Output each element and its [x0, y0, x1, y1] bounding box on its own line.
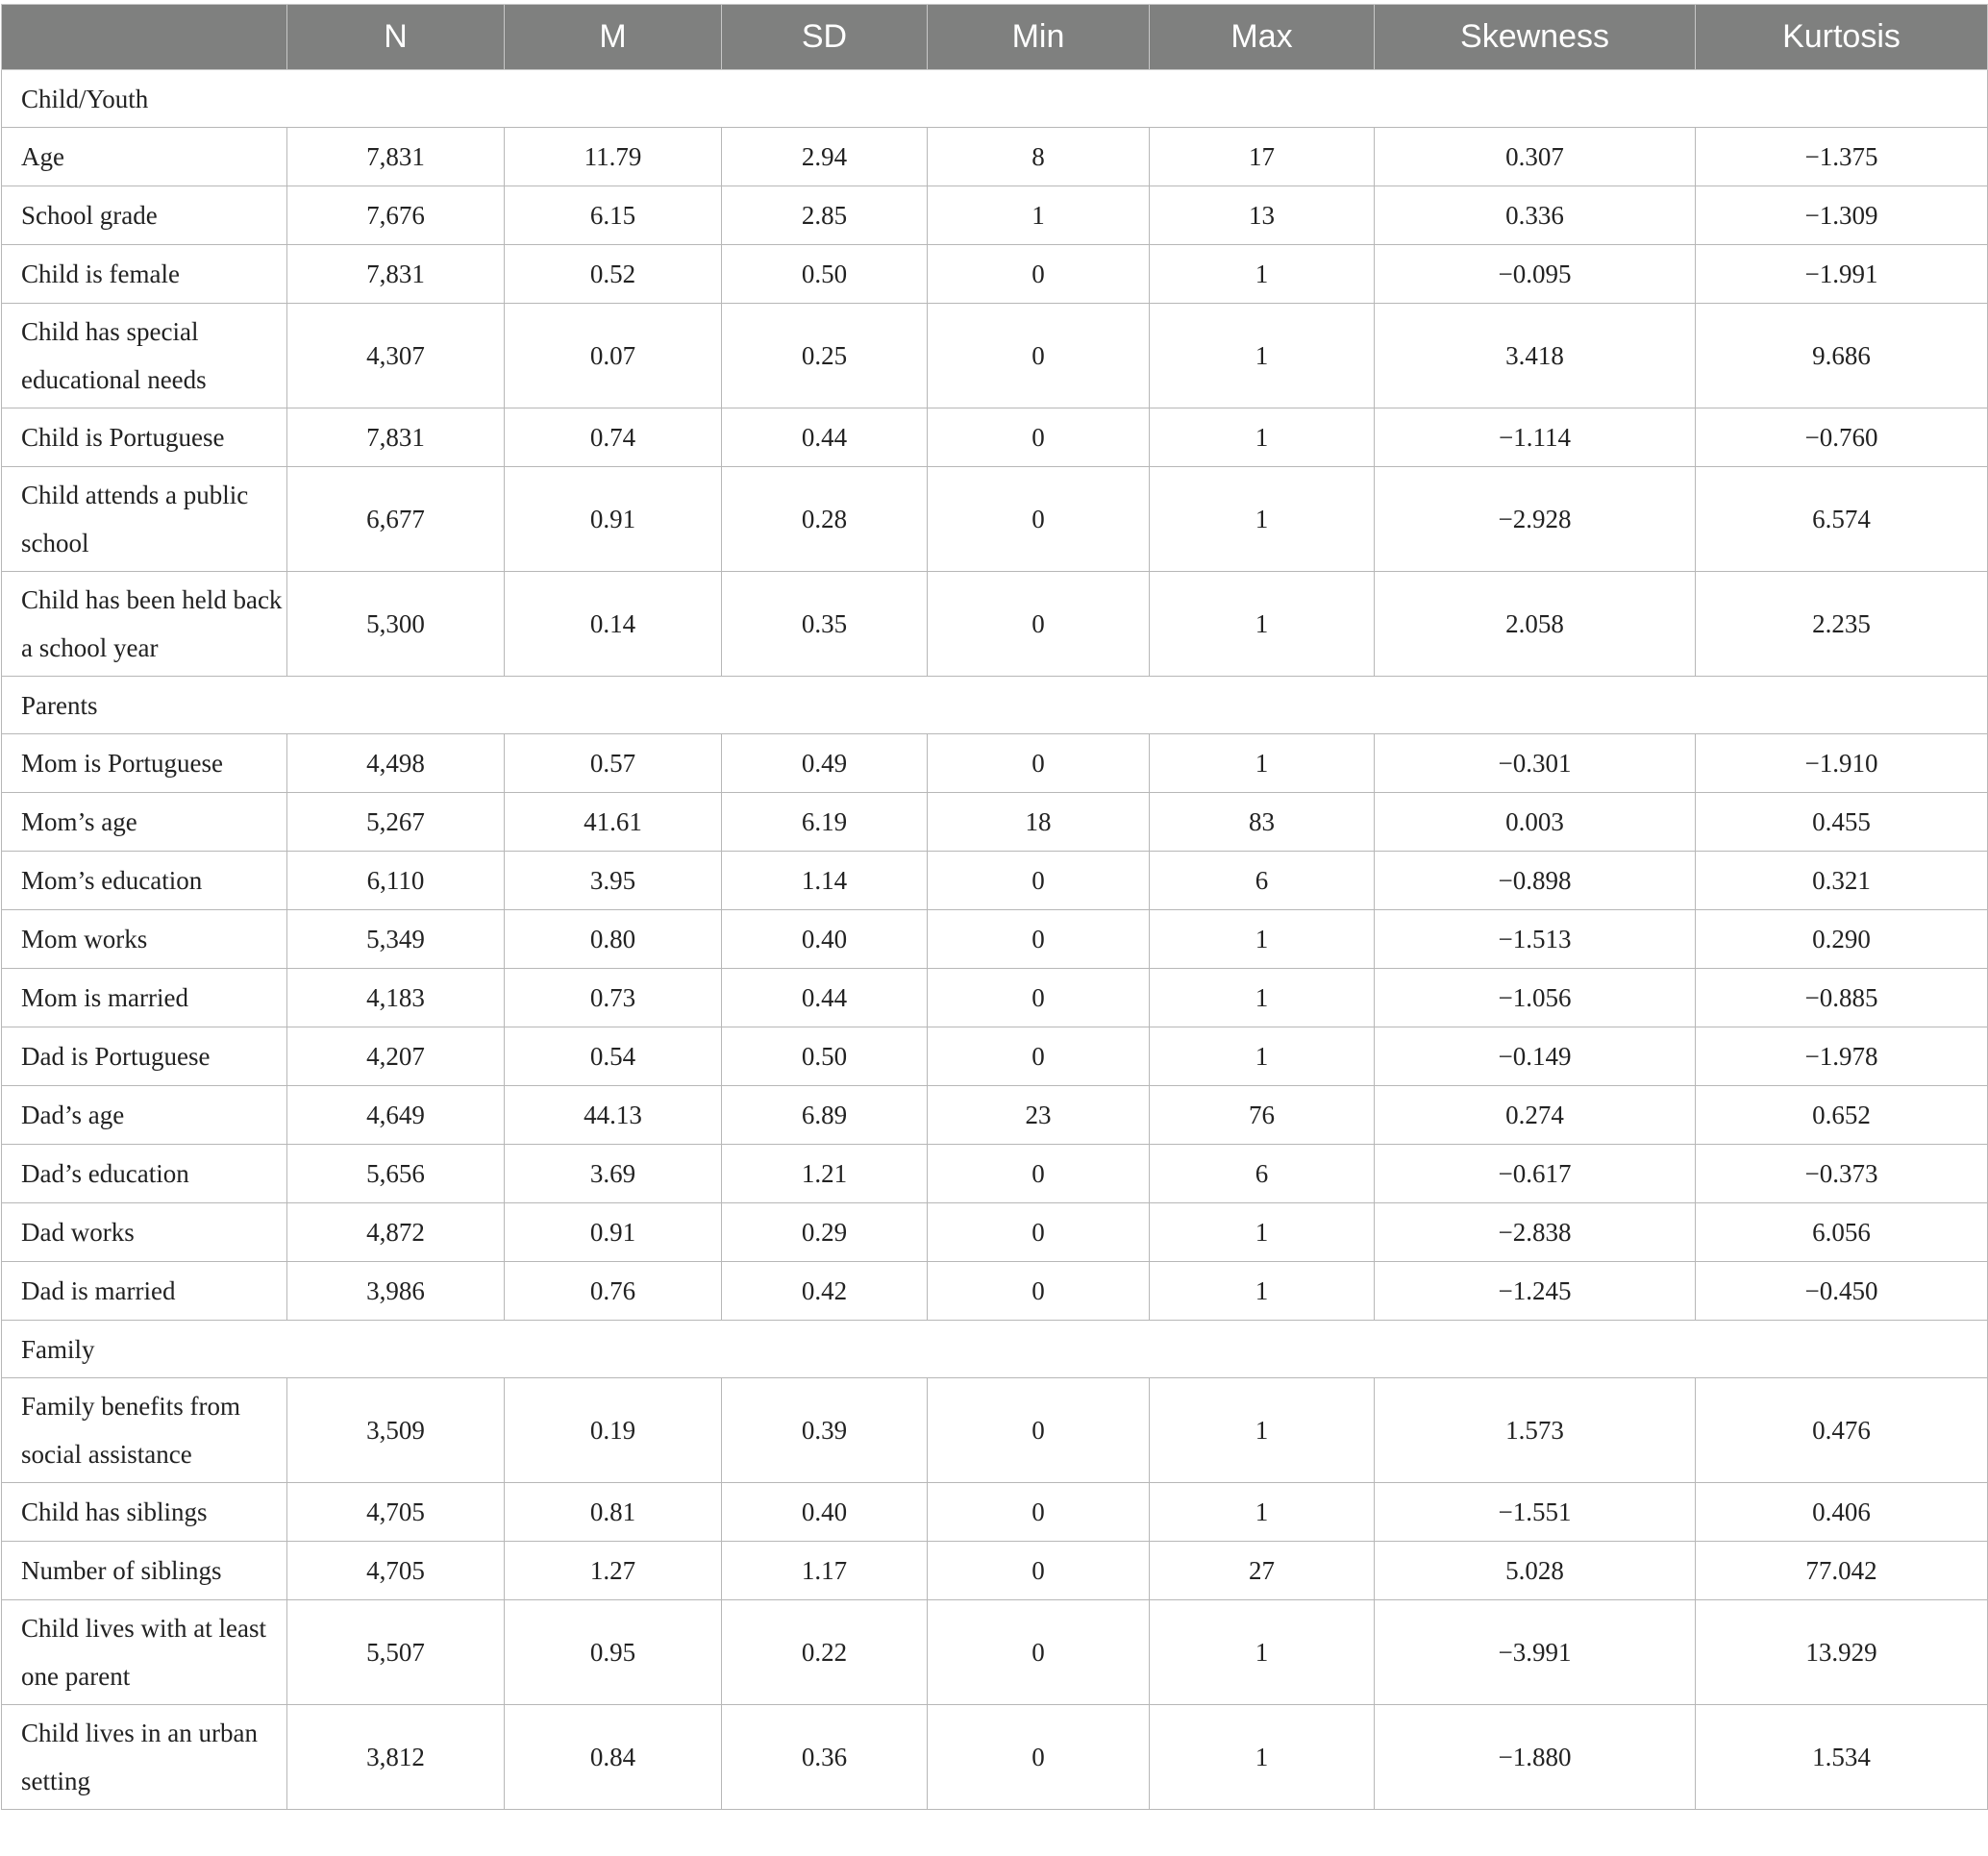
table-row — [2, 408, 1988, 467]
value-cell: 0.91 — [505, 467, 722, 572]
row-label: Dad is married — [2, 1262, 287, 1321]
table-row — [2, 1262, 1988, 1321]
value-cell: 0.22 — [722, 1600, 928, 1705]
value-cell: 1 — [1150, 245, 1375, 304]
table-row — [2, 969, 1988, 1027]
value-cell: 0.336 — [1375, 186, 1696, 245]
value-cell: 0.476 — [1696, 1378, 1988, 1483]
value-cell: 0 — [928, 1378, 1150, 1483]
table-row — [2, 1086, 1988, 1145]
table-row — [2, 1542, 1988, 1600]
row-label: Family benefits from social assistance — [2, 1378, 287, 1483]
header-cell-variable — [2, 5, 287, 70]
value-cell: 3.95 — [505, 852, 722, 910]
value-cell: 0.29 — [722, 1203, 928, 1262]
value-cell: 0.91 — [505, 1203, 722, 1262]
row-label: Child attends a public school — [2, 467, 287, 572]
value-cell: 6.574 — [1696, 467, 1988, 572]
value-cell: −3.991 — [1375, 1600, 1696, 1705]
value-cell: 2.235 — [1696, 572, 1988, 677]
value-cell: 6.19 — [722, 793, 928, 852]
value-cell: 0.95 — [505, 1600, 722, 1705]
header-cell-n: N — [287, 5, 505, 70]
row-label: Dad is Portuguese — [2, 1027, 287, 1086]
value-cell: 27 — [1150, 1542, 1375, 1600]
row-label: Child has been held back a school year — [2, 572, 287, 677]
value-cell: 0.54 — [505, 1027, 722, 1086]
value-cell: 0.19 — [505, 1378, 722, 1483]
value-cell: 0.406 — [1696, 1483, 1988, 1542]
value-cell: 1.17 — [722, 1542, 928, 1600]
value-cell: 4,649 — [287, 1086, 505, 1145]
value-cell: 18 — [928, 793, 1150, 852]
header-row — [2, 5, 1988, 70]
value-cell: 13.929 — [1696, 1600, 1988, 1705]
value-cell: 0.307 — [1375, 128, 1696, 186]
value-cell: 0.42 — [722, 1262, 928, 1321]
value-cell: 0 — [928, 969, 1150, 1027]
header-cell-max: Max — [1150, 5, 1375, 70]
value-cell: 3.418 — [1375, 304, 1696, 408]
value-cell: 1 — [1150, 1262, 1375, 1321]
value-cell: 7,831 — [287, 128, 505, 186]
table-row — [2, 467, 1988, 572]
value-cell: 0 — [928, 304, 1150, 408]
value-cell: 0 — [928, 1542, 1150, 1600]
value-cell: −2.928 — [1375, 467, 1696, 572]
table-header — [2, 5, 1988, 70]
header-cell-kurtosis: Kurtosis — [1696, 5, 1988, 70]
value-cell: 0 — [928, 1027, 1150, 1086]
value-cell: 5,267 — [287, 793, 505, 852]
value-cell: 44.13 — [505, 1086, 722, 1145]
value-cell: 6.89 — [722, 1086, 928, 1145]
value-cell: 0.73 — [505, 969, 722, 1027]
value-cell: 8 — [928, 128, 1150, 186]
value-cell: 0.50 — [722, 1027, 928, 1086]
value-cell: 1 — [1150, 910, 1375, 969]
value-cell: −1.978 — [1696, 1027, 1988, 1086]
row-label: School grade — [2, 186, 287, 245]
value-cell: 4,207 — [287, 1027, 505, 1086]
section-title: Parents — [2, 677, 1988, 734]
value-cell: −1.880 — [1375, 1705, 1696, 1810]
value-cell: −1.551 — [1375, 1483, 1696, 1542]
table-row — [2, 1705, 1988, 1810]
table-row — [2, 793, 1988, 852]
value-cell: 6.15 — [505, 186, 722, 245]
value-cell: 2.85 — [722, 186, 928, 245]
value-cell: 5,349 — [287, 910, 505, 969]
value-cell: 1 — [928, 186, 1150, 245]
value-cell: 76 — [1150, 1086, 1375, 1145]
value-cell: 1 — [1150, 1027, 1375, 1086]
header-cell-m: M — [505, 5, 722, 70]
value-cell: 1 — [1150, 304, 1375, 408]
row-label: Child is female — [2, 245, 287, 304]
value-cell: 4,498 — [287, 734, 505, 793]
value-cell: 6.056 — [1696, 1203, 1988, 1262]
value-cell: −1.309 — [1696, 186, 1988, 245]
row-label: Mom’s education — [2, 852, 287, 910]
value-cell: −0.095 — [1375, 245, 1696, 304]
value-cell: 0 — [928, 1705, 1150, 1810]
value-cell: 2.94 — [722, 128, 928, 186]
value-cell: −0.373 — [1696, 1145, 1988, 1203]
value-cell: 1 — [1150, 1600, 1375, 1705]
row-label: Child lives with at least one parent — [2, 1600, 287, 1705]
value-cell: 0.74 — [505, 408, 722, 467]
value-cell: 1 — [1150, 1483, 1375, 1542]
row-label: Child has siblings — [2, 1483, 287, 1542]
value-cell: 0.50 — [722, 245, 928, 304]
value-cell: 1.27 — [505, 1542, 722, 1600]
section-row — [2, 70, 1988, 128]
value-cell: 0 — [928, 572, 1150, 677]
value-cell: −2.838 — [1375, 1203, 1696, 1262]
value-cell: 0 — [928, 852, 1150, 910]
value-cell: 0 — [928, 1145, 1150, 1203]
value-cell: 5,300 — [287, 572, 505, 677]
value-cell: 0.290 — [1696, 910, 1988, 969]
value-cell: 0.39 — [722, 1378, 928, 1483]
table-row — [2, 572, 1988, 677]
value-cell: −1.245 — [1375, 1262, 1696, 1321]
value-cell: 1 — [1150, 1203, 1375, 1262]
table-row — [2, 304, 1988, 408]
section-title: Family — [2, 1321, 1988, 1378]
section-row — [2, 677, 1988, 734]
value-cell: 4,183 — [287, 969, 505, 1027]
table-body — [2, 70, 1988, 1810]
value-cell: 6 — [1150, 852, 1375, 910]
value-cell: 4,705 — [287, 1483, 505, 1542]
table-row — [2, 1483, 1988, 1542]
value-cell: 1 — [1150, 467, 1375, 572]
value-cell: 9.686 — [1696, 304, 1988, 408]
value-cell: 7,831 — [287, 408, 505, 467]
value-cell: 0.80 — [505, 910, 722, 969]
value-cell: 0 — [928, 467, 1150, 572]
value-cell: 0.003 — [1375, 793, 1696, 852]
value-cell: 17 — [1150, 128, 1375, 186]
value-cell: 5,656 — [287, 1145, 505, 1203]
value-cell: 0.455 — [1696, 793, 1988, 852]
value-cell: 1.573 — [1375, 1378, 1696, 1483]
value-cell: 0.36 — [722, 1705, 928, 1810]
value-cell: 0.25 — [722, 304, 928, 408]
value-cell: 0 — [928, 910, 1150, 969]
value-cell: 1 — [1150, 408, 1375, 467]
value-cell: −1.513 — [1375, 910, 1696, 969]
header-cell-sd: SD — [722, 5, 928, 70]
value-cell: 0.44 — [722, 408, 928, 467]
value-cell: −0.760 — [1696, 408, 1988, 467]
value-cell: 1 — [1150, 969, 1375, 1027]
value-cell: 1 — [1150, 734, 1375, 793]
header-cell-skewness: Skewness — [1375, 5, 1696, 70]
value-cell: 0.49 — [722, 734, 928, 793]
value-cell: −0.885 — [1696, 969, 1988, 1027]
value-cell: 4,705 — [287, 1542, 505, 1600]
value-cell: 0.274 — [1375, 1086, 1696, 1145]
value-cell: 0.14 — [505, 572, 722, 677]
value-cell: 5.028 — [1375, 1542, 1696, 1600]
descriptive-statistics-table — [1, 4, 1988, 1810]
value-cell: −1.991 — [1696, 245, 1988, 304]
value-cell: 0.40 — [722, 910, 928, 969]
value-cell: −0.450 — [1696, 1262, 1988, 1321]
table-row — [2, 910, 1988, 969]
table-row — [2, 245, 1988, 304]
value-cell: −0.617 — [1375, 1145, 1696, 1203]
section-title: Child/Youth — [2, 70, 1988, 128]
value-cell: 6 — [1150, 1145, 1375, 1203]
value-cell: 83 — [1150, 793, 1375, 852]
value-cell: −0.301 — [1375, 734, 1696, 793]
value-cell: 0.44 — [722, 969, 928, 1027]
value-cell: 6,110 — [287, 852, 505, 910]
value-cell: 0.81 — [505, 1483, 722, 1542]
row-label: Age — [2, 128, 287, 186]
value-cell: 7,831 — [287, 245, 505, 304]
value-cell: 0.84 — [505, 1705, 722, 1810]
row-label: Dad’s age — [2, 1086, 287, 1145]
value-cell: 3,509 — [287, 1378, 505, 1483]
value-cell: 0.28 — [722, 467, 928, 572]
value-cell: 3,986 — [287, 1262, 505, 1321]
value-cell: −1.910 — [1696, 734, 1988, 793]
value-cell: 1 — [1150, 1378, 1375, 1483]
value-cell: 2.058 — [1375, 572, 1696, 677]
row-label: Mom is Portuguese — [2, 734, 287, 793]
table-row — [2, 852, 1988, 910]
value-cell: 1.21 — [722, 1145, 928, 1203]
value-cell: 0.321 — [1696, 852, 1988, 910]
value-cell: 41.61 — [505, 793, 722, 852]
value-cell: 5,507 — [287, 1600, 505, 1705]
value-cell: 0 — [928, 1203, 1150, 1262]
value-cell: 1 — [1150, 572, 1375, 677]
table-row — [2, 1027, 1988, 1086]
row-label: Mom works — [2, 910, 287, 969]
table-row — [2, 128, 1988, 186]
row-label: Dad’s education — [2, 1145, 287, 1203]
table-row — [2, 186, 1988, 245]
value-cell: 1 — [1150, 1705, 1375, 1810]
section-row — [2, 1321, 1988, 1378]
table-row — [2, 1378, 1988, 1483]
value-cell: 1.534 — [1696, 1705, 1988, 1810]
value-cell: 23 — [928, 1086, 1150, 1145]
row-label: Mom’s age — [2, 793, 287, 852]
value-cell: 0 — [928, 1483, 1150, 1542]
row-label: Child is Portuguese — [2, 408, 287, 467]
value-cell: 0.07 — [505, 304, 722, 408]
value-cell: 77.042 — [1696, 1542, 1988, 1600]
value-cell: −0.149 — [1375, 1027, 1696, 1086]
value-cell: 0.52 — [505, 245, 722, 304]
table-row — [2, 1203, 1988, 1262]
row-label: Number of siblings — [2, 1542, 287, 1600]
value-cell: −1.114 — [1375, 408, 1696, 467]
value-cell: 6,677 — [287, 467, 505, 572]
row-label: Child has special educational needs — [2, 304, 287, 408]
value-cell: 4,307 — [287, 304, 505, 408]
value-cell: 0 — [928, 734, 1150, 793]
value-cell: 4,872 — [287, 1203, 505, 1262]
value-cell: 0.57 — [505, 734, 722, 793]
value-cell: 1.14 — [722, 852, 928, 910]
value-cell: 0.40 — [722, 1483, 928, 1542]
value-cell: 0.652 — [1696, 1086, 1988, 1145]
table-row — [2, 734, 1988, 793]
value-cell: 0 — [928, 1262, 1150, 1321]
value-cell: −0.898 — [1375, 852, 1696, 910]
row-label: Child lives in an urban setting — [2, 1705, 287, 1810]
value-cell: 0 — [928, 408, 1150, 467]
value-cell: −1.056 — [1375, 969, 1696, 1027]
table-row — [2, 1145, 1988, 1203]
row-label: Mom is married — [2, 969, 287, 1027]
row-label: Dad works — [2, 1203, 287, 1262]
value-cell: 13 — [1150, 186, 1375, 245]
header-cell-min: Min — [928, 5, 1150, 70]
table-row — [2, 1600, 1988, 1705]
value-cell: 0 — [928, 245, 1150, 304]
value-cell: 0.76 — [505, 1262, 722, 1321]
value-cell: 0.35 — [722, 572, 928, 677]
value-cell: 3.69 — [505, 1145, 722, 1203]
value-cell: 11.79 — [505, 128, 722, 186]
value-cell: 0 — [928, 1600, 1150, 1705]
value-cell: 3,812 — [287, 1705, 505, 1810]
value-cell: −1.375 — [1696, 128, 1988, 186]
value-cell: 7,676 — [287, 186, 505, 245]
